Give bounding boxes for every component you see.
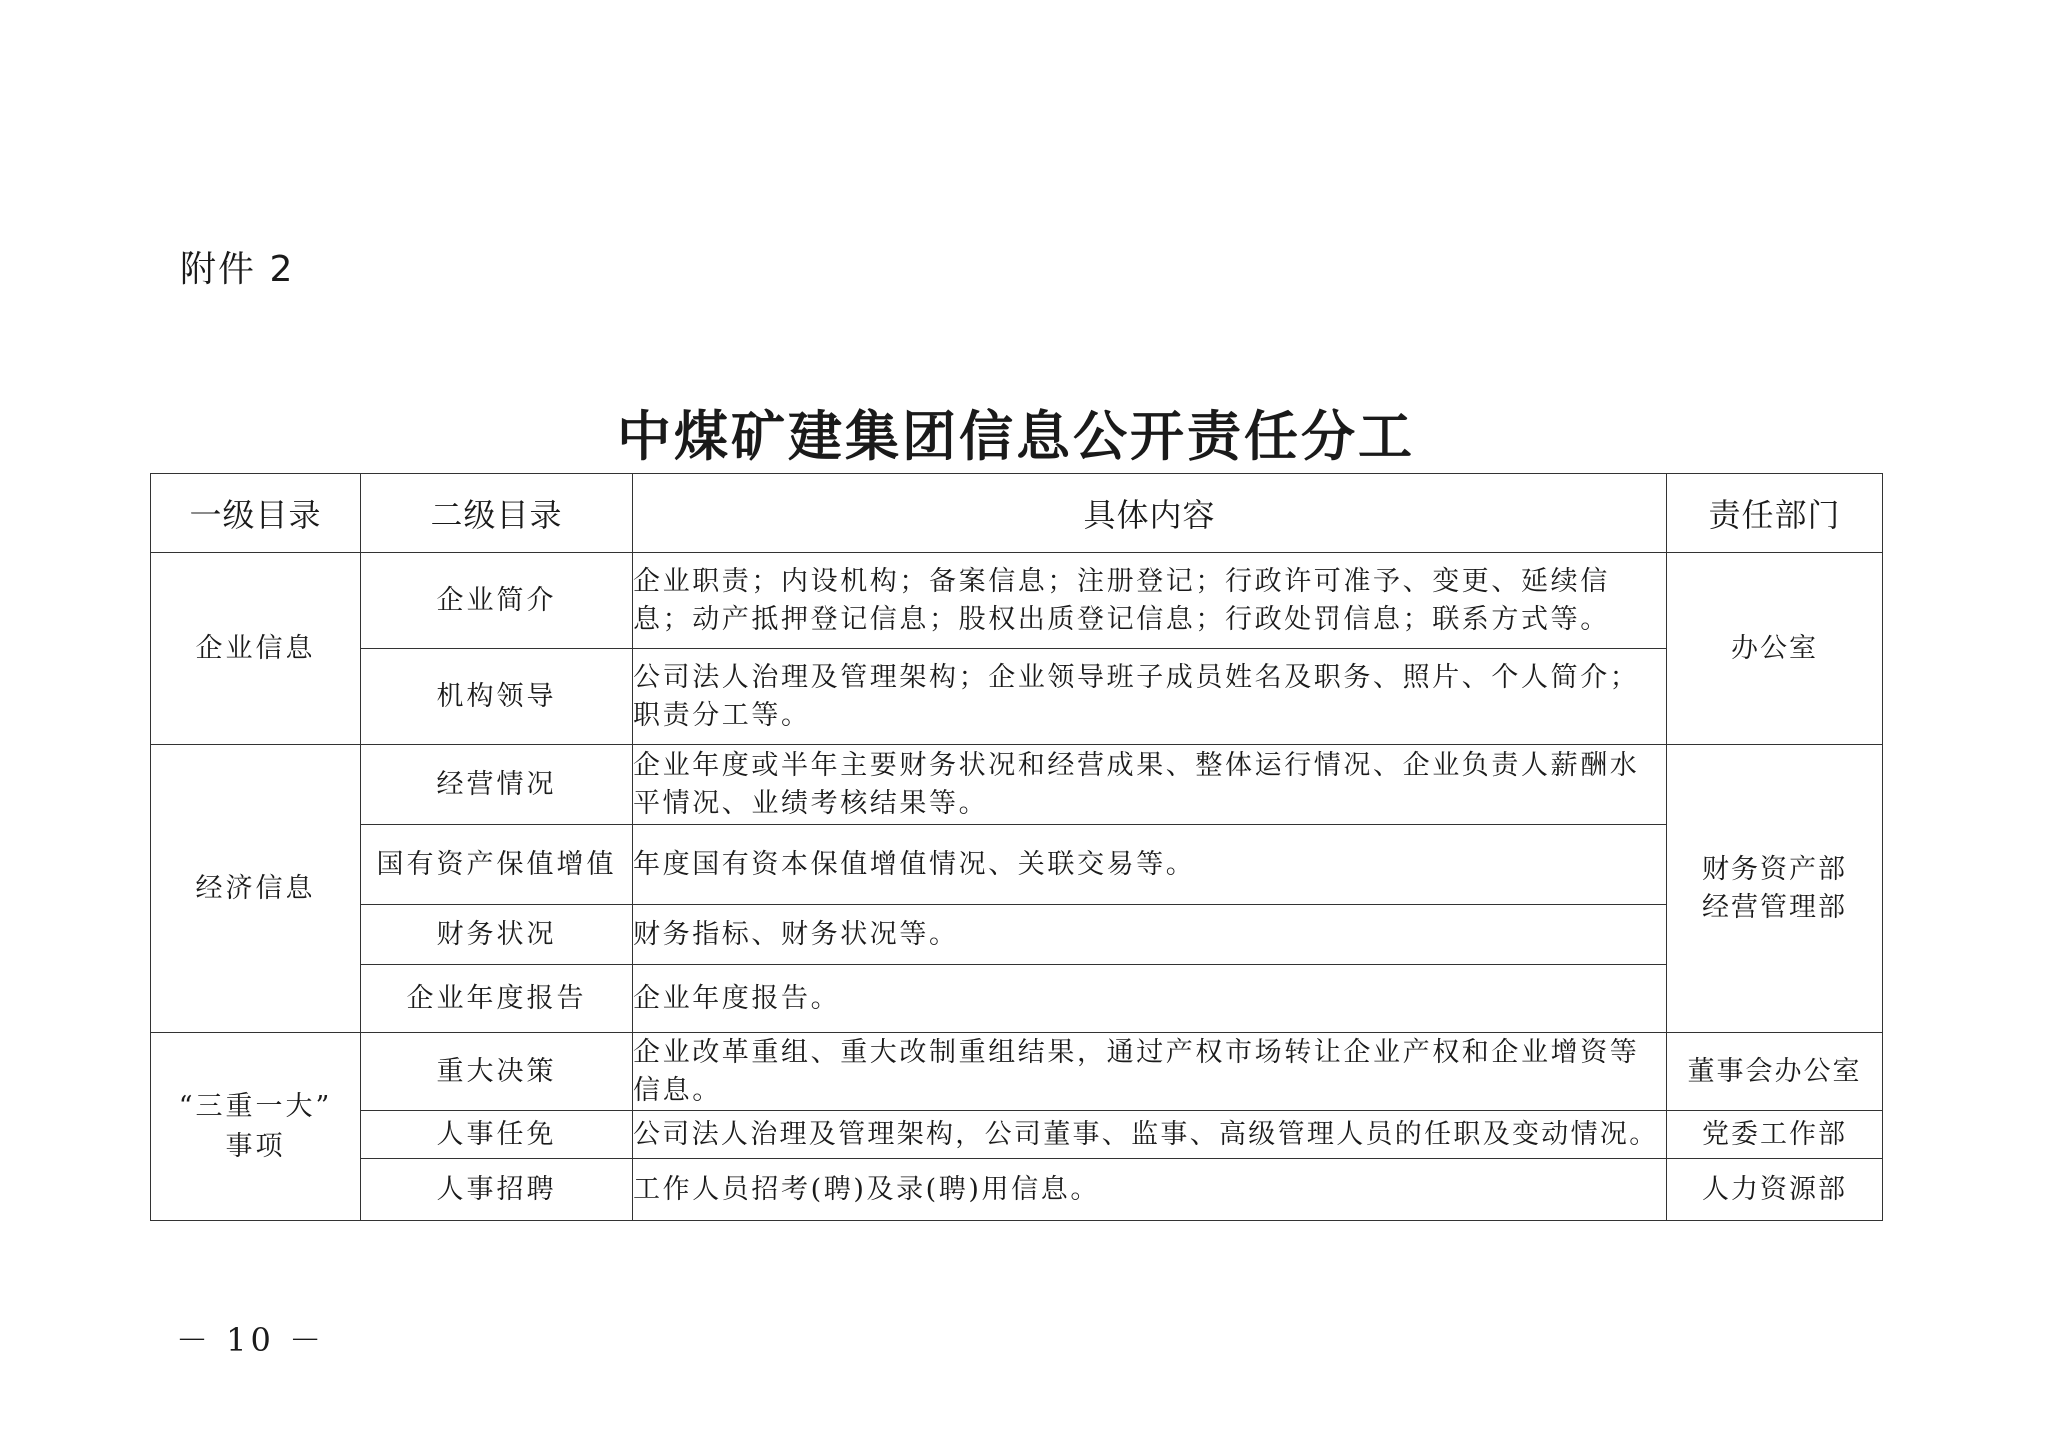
department-cell: [1667, 553, 1883, 745]
content-cell: 企业改革重组、重大改制重组结果，通过产权市场转让企业产权和企业增资等信息。: [633, 1033, 1667, 1111]
department-cell: 董事会办公室: [1667, 1033, 1883, 1111]
content-cell: 财务指标、财务状况等。: [633, 905, 1667, 965]
level2-cell: 重大决策: [361, 1033, 633, 1111]
level1-cell: [151, 1033, 361, 1221]
level1-cell: 经济信息: [151, 745, 361, 1033]
content-cell: 企业年度或半年主要财务状况和经营成果、整体运行情况、企业负责人薪酬水平情况、业绩考核结果等。: [633, 745, 1667, 825]
content-cell: 企业年度报告。: [633, 965, 1667, 1033]
level1-cell: 企业信息: [151, 553, 361, 745]
header-level2: 二级目录: [361, 474, 633, 553]
level1-line: “三重一大”: [178, 1090, 333, 1122]
table-header-row: [151, 474, 1883, 553]
level2-cell: 国有资产保值增值: [361, 825, 633, 905]
level2-cell: 机构领导: [361, 649, 633, 745]
table-row: [151, 1111, 1883, 1159]
responsibility-table: [150, 473, 1883, 1221]
content-cell: 企业职责；内设机构；备案信息；注册登记；行政许可准予、变更、延续信息；动产抵押登记信息；股权出质登记信息；行政处罚信息；联系方式等。: [633, 553, 1667, 649]
header-level1: 一级目录: [151, 474, 361, 553]
table-row: [151, 649, 1883, 745]
department-line: 财务资产部: [1702, 853, 1847, 885]
department-line: 办公室: [1731, 632, 1818, 664]
department-cell: 人力资源部: [1667, 1159, 1883, 1221]
table-row: [151, 905, 1883, 965]
level1-line: 事项: [225, 1130, 286, 1162]
department-line: 经营管理部: [1702, 891, 1847, 923]
header-department: 责任部门: [1667, 474, 1883, 553]
content-cell: 工作人员招考(聘)及录(聘)用信息。: [633, 1159, 1667, 1221]
content-cell: 公司法人治理及管理架构，公司董事、监事、高级管理人员的任职及变动情况。: [633, 1111, 1667, 1159]
level2-cell: 企业简介: [361, 553, 633, 649]
department-cell: 党委工作部: [1667, 1111, 1883, 1159]
content-cell: 年度国有资本保值增值情况、关联交易等。: [633, 825, 1667, 905]
attachment-label: 附件 2: [180, 249, 295, 290]
document-title: 中煤矿建集团信息公开责任分工: [617, 404, 1415, 468]
page-number: － 10 －: [176, 1321, 326, 1359]
table-row: [151, 745, 1883, 825]
level2-cell: 财务状况: [361, 905, 633, 965]
content-cell: 公司法人治理及管理架构；企业领导班子成员姓名及职务、照片、个人简介；职责分工等。: [633, 649, 1667, 745]
table-row: [151, 553, 1883, 649]
level2-cell: 企业年度报告: [361, 965, 633, 1033]
table-row: [151, 825, 1883, 905]
level2-cell: 人事招聘: [361, 1159, 633, 1221]
table-row: [151, 965, 1883, 1033]
department-cell: [1667, 745, 1883, 1033]
table-row: [151, 1159, 1883, 1221]
table-row: [151, 1033, 1883, 1111]
level2-cell: 人事任免: [361, 1111, 633, 1159]
header-content: 具体内容: [633, 474, 1667, 553]
level2-cell: 经营情况: [361, 745, 633, 825]
